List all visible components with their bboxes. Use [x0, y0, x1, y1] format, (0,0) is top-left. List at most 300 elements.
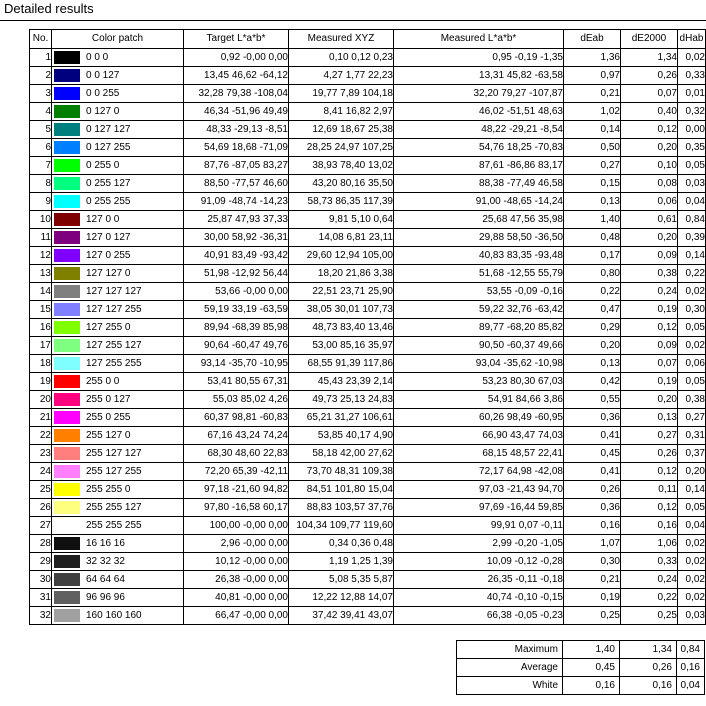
- cell-measured-xyz: 58,73 86,35 117,39: [289, 193, 394, 211]
- color-swatch: [54, 51, 80, 64]
- cell-target-lab: 40,91 83,49 -93,42: [184, 247, 289, 265]
- cell-measured-lab: 10,09 -0,12 -0,28: [394, 553, 564, 571]
- cell-de2000: 0,38: [621, 265, 678, 283]
- cell-de2000: 0,24: [621, 571, 678, 589]
- cell-measured-lab: 2,99 -0,20 -1,05: [394, 535, 564, 553]
- cell-measured-lab: 66,38 -0,05 -0,23: [394, 607, 564, 625]
- cell-color-patch: [52, 157, 184, 175]
- cell-color-patch: [52, 85, 184, 103]
- summary-label: White: [457, 677, 563, 695]
- cell-no: 13: [30, 265, 52, 283]
- cell-measured-xyz: 8,41 16,82 2,97: [289, 103, 394, 121]
- cell-measured-lab: 40,83 83,35 -93,48: [394, 247, 564, 265]
- cell-measured-lab: 26,35 -0,11 -0,18: [394, 571, 564, 589]
- cell-no: 17: [30, 337, 52, 355]
- cell-de2000: 0,08: [621, 175, 678, 193]
- cell-target-lab: 72,20 65,39 -42,11: [184, 463, 289, 481]
- cell-color-patch: [52, 139, 184, 157]
- cell-dhab: 0,02: [678, 535, 706, 553]
- color-swatch: [54, 339, 80, 352]
- cell-dhab: 0,37: [678, 445, 706, 463]
- color-swatch: [54, 429, 80, 442]
- cell-no: 10: [30, 211, 52, 229]
- table-row: [30, 427, 706, 445]
- cell-de2000: 0,22: [621, 589, 678, 607]
- cell-color-patch: [52, 481, 184, 499]
- cell-color-patch: [52, 265, 184, 283]
- cell-no: 27: [30, 517, 52, 535]
- cell-deab: 0,16: [564, 517, 621, 535]
- cell-de2000: 0,24: [621, 283, 678, 301]
- color-swatch: [54, 159, 80, 172]
- color-swatch: [54, 537, 80, 550]
- cell-dhab: 0,14: [678, 247, 706, 265]
- cell-color-patch: [52, 193, 184, 211]
- color-rgb-label: 0 255 127: [86, 178, 131, 189]
- cell-de2000: 0,19: [621, 373, 678, 391]
- cell-target-lab: 10,12 -0,00 0,00: [184, 553, 289, 571]
- cell-dhab: 0,05: [678, 373, 706, 391]
- cell-color-patch: [52, 409, 184, 427]
- table-row: [30, 265, 706, 283]
- cell-measured-xyz: 73,70 48,31 109,38: [289, 463, 394, 481]
- cell-dhab: 0,38: [678, 391, 706, 409]
- cell-target-lab: 48,33 -29,13 -8,51: [184, 121, 289, 139]
- cell-measured-lab: 25,68 47,56 35,98: [394, 211, 564, 229]
- cell-measured-xyz: 43,20 80,16 35,50: [289, 175, 394, 193]
- cell-dhab: 0,02: [678, 283, 706, 301]
- cell-de2000: 0,19: [621, 301, 678, 319]
- color-rgb-label: 0 255 0: [86, 160, 120, 171]
- color-swatch: [54, 591, 80, 604]
- cell-measured-xyz: 88,83 103,57 37,76: [289, 499, 394, 517]
- summary-dhab: 0,16: [677, 659, 705, 677]
- cell-no: 31: [30, 589, 52, 607]
- cell-target-lab: 30,00 58,92 -36,31: [184, 229, 289, 247]
- cell-dhab: 0,03: [678, 175, 706, 193]
- color-rgb-label: 127 0 255: [86, 250, 131, 261]
- cell-measured-xyz: 14,08 6,81 23,11: [289, 229, 394, 247]
- table-row: [30, 553, 706, 571]
- cell-measured-xyz: 38,05 30,01 107,73: [289, 301, 394, 319]
- cell-target-lab: 26,38 -0,00 0,00: [184, 571, 289, 589]
- cell-de2000: 0,12: [621, 463, 678, 481]
- color-rgb-label: 0 0 0: [86, 52, 109, 63]
- cell-de2000: 1,06: [621, 535, 678, 553]
- cell-de2000: 0,16: [621, 517, 678, 535]
- column-header-no: No.: [30, 30, 52, 49]
- cell-dhab: 0,31: [678, 427, 706, 445]
- cell-target-lab: 0,92 -0,00 0,00: [184, 49, 289, 67]
- cell-measured-xyz: 68,55 91,39 117,86: [289, 355, 394, 373]
- cell-color-patch: [52, 175, 184, 193]
- table-row: [30, 49, 706, 67]
- cell-measured-lab: 91,00 -48,65 -14,24: [394, 193, 564, 211]
- cell-de2000: 0,06: [621, 193, 678, 211]
- cell-no: 5: [30, 121, 52, 139]
- cell-deab: 1,07: [564, 535, 621, 553]
- color-rgb-label: 0 127 0: [86, 106, 120, 117]
- column-header-dhab: dHab: [678, 30, 706, 49]
- cell-dhab: 0,02: [678, 571, 706, 589]
- cell-de2000: 0,12: [621, 319, 678, 337]
- cell-measured-xyz: 0,10 0,12 0,23: [289, 49, 394, 67]
- cell-target-lab: 97,18 -21,60 94,82: [184, 481, 289, 499]
- summary-deab: 1,40: [563, 641, 620, 659]
- cell-dhab: 0,02: [678, 49, 706, 67]
- summary-de2000: 1,34: [620, 641, 677, 659]
- table-header-row: [30, 30, 706, 49]
- cell-color-patch: [52, 211, 184, 229]
- summary-dhab: 0,84: [677, 641, 705, 659]
- color-rgb-label: 255 255 127: [86, 502, 142, 513]
- column-header-de2000: dE2000: [621, 30, 678, 49]
- table-row: [30, 157, 706, 175]
- cell-dhab: 0,02: [678, 589, 706, 607]
- color-swatch: [54, 483, 80, 496]
- cell-de2000: 0,11: [621, 481, 678, 499]
- cell-no: 32: [30, 607, 52, 625]
- color-rgb-label: 255 127 255: [86, 466, 142, 477]
- table-row: [30, 301, 706, 319]
- cell-color-patch: [52, 301, 184, 319]
- cell-de2000: 0,13: [621, 409, 678, 427]
- cell-color-patch: [52, 49, 184, 67]
- summary-label: Maximum: [457, 641, 563, 659]
- column-header-deab: dEab: [564, 30, 621, 49]
- cell-target-lab: 97,80 -16,58 60,17: [184, 499, 289, 517]
- cell-target-lab: 60,37 98,81 -60,83: [184, 409, 289, 427]
- cell-measured-xyz: 53,00 85,16 35,97: [289, 337, 394, 355]
- color-swatch: [54, 267, 80, 280]
- cell-de2000: 0,26: [621, 445, 678, 463]
- cell-measured-xyz: 9,81 5,10 0,64: [289, 211, 394, 229]
- cell-target-lab: 93,14 -35,70 -10,95: [184, 355, 289, 373]
- cell-measured-xyz: 1,19 1,25 1,39: [289, 553, 394, 571]
- color-rgb-label: 0 255 255: [86, 196, 131, 207]
- column-header-measured-lab: Measured L*a*b*: [394, 30, 564, 49]
- cell-de2000: 0,10: [621, 157, 678, 175]
- cell-measured-xyz: 12,69 18,67 25,38: [289, 121, 394, 139]
- cell-measured-xyz: 53,85 40,17 4,90: [289, 427, 394, 445]
- cell-measured-xyz: 12,22 12,88 14,07: [289, 589, 394, 607]
- cell-deab: 0,21: [564, 85, 621, 103]
- color-swatch: [54, 411, 80, 424]
- cell-no: 21: [30, 409, 52, 427]
- cell-target-lab: 54,69 18,68 -71,09: [184, 139, 289, 157]
- table-row: [30, 175, 706, 193]
- cell-deab: 0,48: [564, 229, 621, 247]
- cell-measured-xyz: 28,25 24,97 107,25: [289, 139, 394, 157]
- cell-deab: 0,13: [564, 193, 621, 211]
- cell-target-lab: 87,76 -87,05 83,27: [184, 157, 289, 175]
- cell-measured-lab: 0,95 -0,19 -1,35: [394, 49, 564, 67]
- cell-measured-lab: 13,31 45,82 -63,58: [394, 67, 564, 85]
- color-swatch: [54, 555, 80, 568]
- cell-measured-lab: 97,69 -16,44 59,85: [394, 499, 564, 517]
- cell-measured-lab: 48,22 -29,21 -8,54: [394, 121, 564, 139]
- cell-de2000: 0,61: [621, 211, 678, 229]
- table-row: [30, 67, 706, 85]
- cell-de2000: 0,12: [621, 499, 678, 517]
- column-header-target-lab: Target L*a*b*: [184, 30, 289, 49]
- cell-measured-lab: 68,15 48,57 22,41: [394, 445, 564, 463]
- cell-measured-lab: 40,74 -0,10 -0,15: [394, 589, 564, 607]
- cell-color-patch: [52, 121, 184, 139]
- color-rgb-label: 160 160 160: [86, 610, 142, 621]
- cell-dhab: 0,32: [678, 103, 706, 121]
- cell-dhab: 0,35: [678, 139, 706, 157]
- cell-measured-xyz: 84,51 101,80 15,04: [289, 481, 394, 499]
- cell-no: 16: [30, 319, 52, 337]
- cell-dhab: 0,06: [678, 355, 706, 373]
- color-swatch: [54, 519, 80, 532]
- summary-row: [457, 677, 705, 695]
- cell-measured-xyz: 48,73 83,40 13,46: [289, 319, 394, 337]
- color-swatch: [54, 375, 80, 388]
- color-rgb-label: 127 0 0: [86, 214, 120, 225]
- table-row: [30, 229, 706, 247]
- cell-de2000: 0,07: [621, 85, 678, 103]
- table-row: [30, 337, 706, 355]
- cell-target-lab: 46,34 -51,96 49,49: [184, 103, 289, 121]
- color-swatch: [54, 195, 80, 208]
- color-rgb-label: 127 127 0: [86, 268, 131, 279]
- cell-color-patch: [52, 337, 184, 355]
- column-header-color-patch: Color patch: [52, 30, 184, 49]
- color-rgb-label: 0 127 255: [86, 142, 131, 153]
- cell-target-lab: 66,47 -0,00 0,00: [184, 607, 289, 625]
- cell-target-lab: 55,03 85,02 4,26: [184, 391, 289, 409]
- table-row: [30, 535, 706, 553]
- table-row: [30, 211, 706, 229]
- table-row: [30, 139, 706, 157]
- color-rgb-label: 127 0 127: [86, 232, 131, 243]
- cell-deab: 1,40: [564, 211, 621, 229]
- color-rgb-label: 0 127 127: [86, 124, 131, 135]
- cell-deab: 0,21: [564, 571, 621, 589]
- cell-measured-lab: 88,38 -77,49 46,58: [394, 175, 564, 193]
- cell-dhab: 0,00: [678, 121, 706, 139]
- color-rgb-label: 255 127 0: [86, 430, 131, 441]
- cell-no: 29: [30, 553, 52, 571]
- cell-measured-lab: 32,20 79,27 -107,87: [394, 85, 564, 103]
- cell-measured-lab: 29,88 58,50 -36,50: [394, 229, 564, 247]
- cell-target-lab: 90,64 -60,47 49,76: [184, 337, 289, 355]
- cell-measured-lab: 97,03 -21,43 94,70: [394, 481, 564, 499]
- cell-de2000: 0,20: [621, 391, 678, 409]
- cell-deab: 0,26: [564, 481, 621, 499]
- cell-deab: 0,47: [564, 301, 621, 319]
- cell-no: 24: [30, 463, 52, 481]
- cell-measured-xyz: 18,20 21,86 3,38: [289, 265, 394, 283]
- cell-de2000: 0,09: [621, 247, 678, 265]
- cell-no: 8: [30, 175, 52, 193]
- cell-deab: 0,13: [564, 355, 621, 373]
- color-swatch: [54, 177, 80, 190]
- cell-target-lab: 91,09 -48,74 -14,23: [184, 193, 289, 211]
- cell-target-lab: 89,94 -68,39 85,98: [184, 319, 289, 337]
- cell-dhab: 0,14: [678, 481, 706, 499]
- cell-no: 28: [30, 535, 52, 553]
- table-row: [30, 373, 706, 391]
- color-rgb-label: 255 0 255: [86, 412, 131, 423]
- cell-dhab: 0,05: [678, 157, 706, 175]
- table-row: [30, 607, 706, 625]
- cell-measured-xyz: 58,18 42,00 27,62: [289, 445, 394, 463]
- cell-measured-lab: 46,02 -51,51 48,63: [394, 103, 564, 121]
- table-row: [30, 589, 706, 607]
- color-swatch: [54, 501, 80, 514]
- cell-de2000: 0,12: [621, 121, 678, 139]
- table-row: [30, 247, 706, 265]
- summary-de2000: 0,26: [620, 659, 677, 677]
- cell-color-patch: [52, 607, 184, 625]
- cell-color-patch: [52, 499, 184, 517]
- color-swatch: [54, 303, 80, 316]
- cell-dhab: 0,27: [678, 409, 706, 427]
- cell-measured-xyz: 38,93 78,40 13,02: [289, 157, 394, 175]
- cell-color-patch: [52, 229, 184, 247]
- cell-no: 11: [30, 229, 52, 247]
- cell-deab: 0,22: [564, 283, 621, 301]
- cell-dhab: 0,04: [678, 193, 706, 211]
- cell-measured-lab: 51,68 -12,55 55,79: [394, 265, 564, 283]
- color-rgb-label: 127 255 255: [86, 358, 142, 369]
- cell-deab: 0,20: [564, 337, 621, 355]
- summary-row: [457, 659, 705, 677]
- cell-dhab: 0,02: [678, 337, 706, 355]
- color-rgb-label: 96 96 96: [86, 592, 125, 603]
- color-rgb-label: 255 0 0: [86, 376, 120, 387]
- cell-target-lab: 40,81 -0,00 0,00: [184, 589, 289, 607]
- color-swatch: [54, 447, 80, 460]
- color-swatch: [54, 249, 80, 262]
- cell-dhab: 0,03: [678, 607, 706, 625]
- summary-row: [457, 641, 705, 659]
- cell-color-patch: [52, 67, 184, 85]
- table-row: [30, 499, 706, 517]
- summary-table: [456, 640, 705, 695]
- summary-deab: 0,45: [563, 659, 620, 677]
- color-rgb-label: 127 255 0: [86, 322, 131, 333]
- table-row: [30, 391, 706, 409]
- summary-de2000: 0,16: [620, 677, 677, 695]
- cell-de2000: 0,27: [621, 427, 678, 445]
- cell-deab: 0,17: [564, 247, 621, 265]
- color-swatch: [54, 141, 80, 154]
- cell-deab: 0,50: [564, 139, 621, 157]
- cell-deab: 0,19: [564, 589, 621, 607]
- cell-dhab: 0,22: [678, 265, 706, 283]
- cell-color-patch: [52, 445, 184, 463]
- cell-color-patch: [52, 463, 184, 481]
- cell-target-lab: 53,66 -0,00 0,00: [184, 283, 289, 301]
- cell-de2000: 0,20: [621, 229, 678, 247]
- cell-measured-xyz: 29,60 12,94 105,00: [289, 247, 394, 265]
- cell-measured-lab: 66,90 43,47 74,03: [394, 427, 564, 445]
- color-swatch: [54, 321, 80, 334]
- cell-no: 26: [30, 499, 52, 517]
- cell-measured-xyz: 0,34 0,36 0,48: [289, 535, 394, 553]
- color-swatch: [54, 357, 80, 370]
- cell-measured-xyz: 37,42 39,41 43,07: [289, 607, 394, 625]
- cell-color-patch: [52, 517, 184, 535]
- cell-dhab: 0,02: [678, 553, 706, 571]
- cell-target-lab: 25,87 47,93 37,33: [184, 211, 289, 229]
- cell-de2000: 0,07: [621, 355, 678, 373]
- cell-measured-xyz: 4,27 1,77 22,23: [289, 67, 394, 85]
- color-swatch: [54, 123, 80, 136]
- cell-target-lab: 100,00 -0,00 0,00: [184, 517, 289, 535]
- summary-dhab: 0,04: [677, 677, 705, 695]
- cell-de2000: 0,25: [621, 607, 678, 625]
- cell-measured-lab: 60,26 98,49 -60,95: [394, 409, 564, 427]
- cell-no: 9: [30, 193, 52, 211]
- cell-de2000: 0,33: [621, 553, 678, 571]
- cell-no: 1: [30, 49, 52, 67]
- cell-deab: 0,42: [564, 373, 621, 391]
- cell-deab: 0,29: [564, 319, 621, 337]
- cell-target-lab: 51,98 -12,92 56,44: [184, 265, 289, 283]
- table-row: [30, 319, 706, 337]
- cell-dhab: 0,39: [678, 229, 706, 247]
- cell-de2000: 0,26: [621, 67, 678, 85]
- table-row: [30, 85, 706, 103]
- column-header-measured-xyz: Measured XYZ: [289, 30, 394, 49]
- table-row: [30, 445, 706, 463]
- color-rgb-label: 16 16 16: [86, 538, 125, 549]
- cell-dhab: 0,05: [678, 499, 706, 517]
- cell-no: 30: [30, 571, 52, 589]
- cell-deab: 0,25: [564, 607, 621, 625]
- cell-measured-xyz: 5,08 5,35 5,87: [289, 571, 394, 589]
- cell-deab: 0,30: [564, 553, 621, 571]
- cell-color-patch: [52, 247, 184, 265]
- cell-measured-xyz: 19,77 7,89 104,18: [289, 85, 394, 103]
- cell-no: 20: [30, 391, 52, 409]
- color-rgb-label: 64 64 64: [86, 574, 125, 585]
- cell-target-lab: 88,50 -77,57 46,60: [184, 175, 289, 193]
- cell-dhab: 0,33: [678, 67, 706, 85]
- cell-measured-lab: 59,22 32,76 -63,42: [394, 301, 564, 319]
- color-rgb-label: 127 127 255: [86, 304, 142, 315]
- table-row: [30, 481, 706, 499]
- cell-de2000: 0,09: [621, 337, 678, 355]
- color-swatch: [54, 105, 80, 118]
- table-row: [30, 409, 706, 427]
- cell-deab: 0,27: [564, 157, 621, 175]
- cell-de2000: 0,20: [621, 139, 678, 157]
- cell-no: 7: [30, 157, 52, 175]
- cell-color-patch: [52, 355, 184, 373]
- cell-no: 12: [30, 247, 52, 265]
- cell-target-lab: 2,96 -0,00 0,00: [184, 535, 289, 553]
- cell-color-patch: [52, 103, 184, 121]
- cell-target-lab: 67,16 43,24 74,24: [184, 427, 289, 445]
- cell-color-patch: [52, 373, 184, 391]
- cell-deab: 1,02: [564, 103, 621, 121]
- cell-measured-xyz: 45,43 23,39 2,14: [289, 373, 394, 391]
- cell-no: 4: [30, 103, 52, 121]
- cell-de2000: 0,40: [621, 103, 678, 121]
- cell-deab: 0,15: [564, 175, 621, 193]
- summary-label: Average: [457, 659, 563, 677]
- cell-target-lab: 13,45 46,62 -64,12: [184, 67, 289, 85]
- cell-measured-lab: 99,91 0,07 -0,11: [394, 517, 564, 535]
- cell-measured-xyz: 65,21 31,27 106,61: [289, 409, 394, 427]
- cell-no: 18: [30, 355, 52, 373]
